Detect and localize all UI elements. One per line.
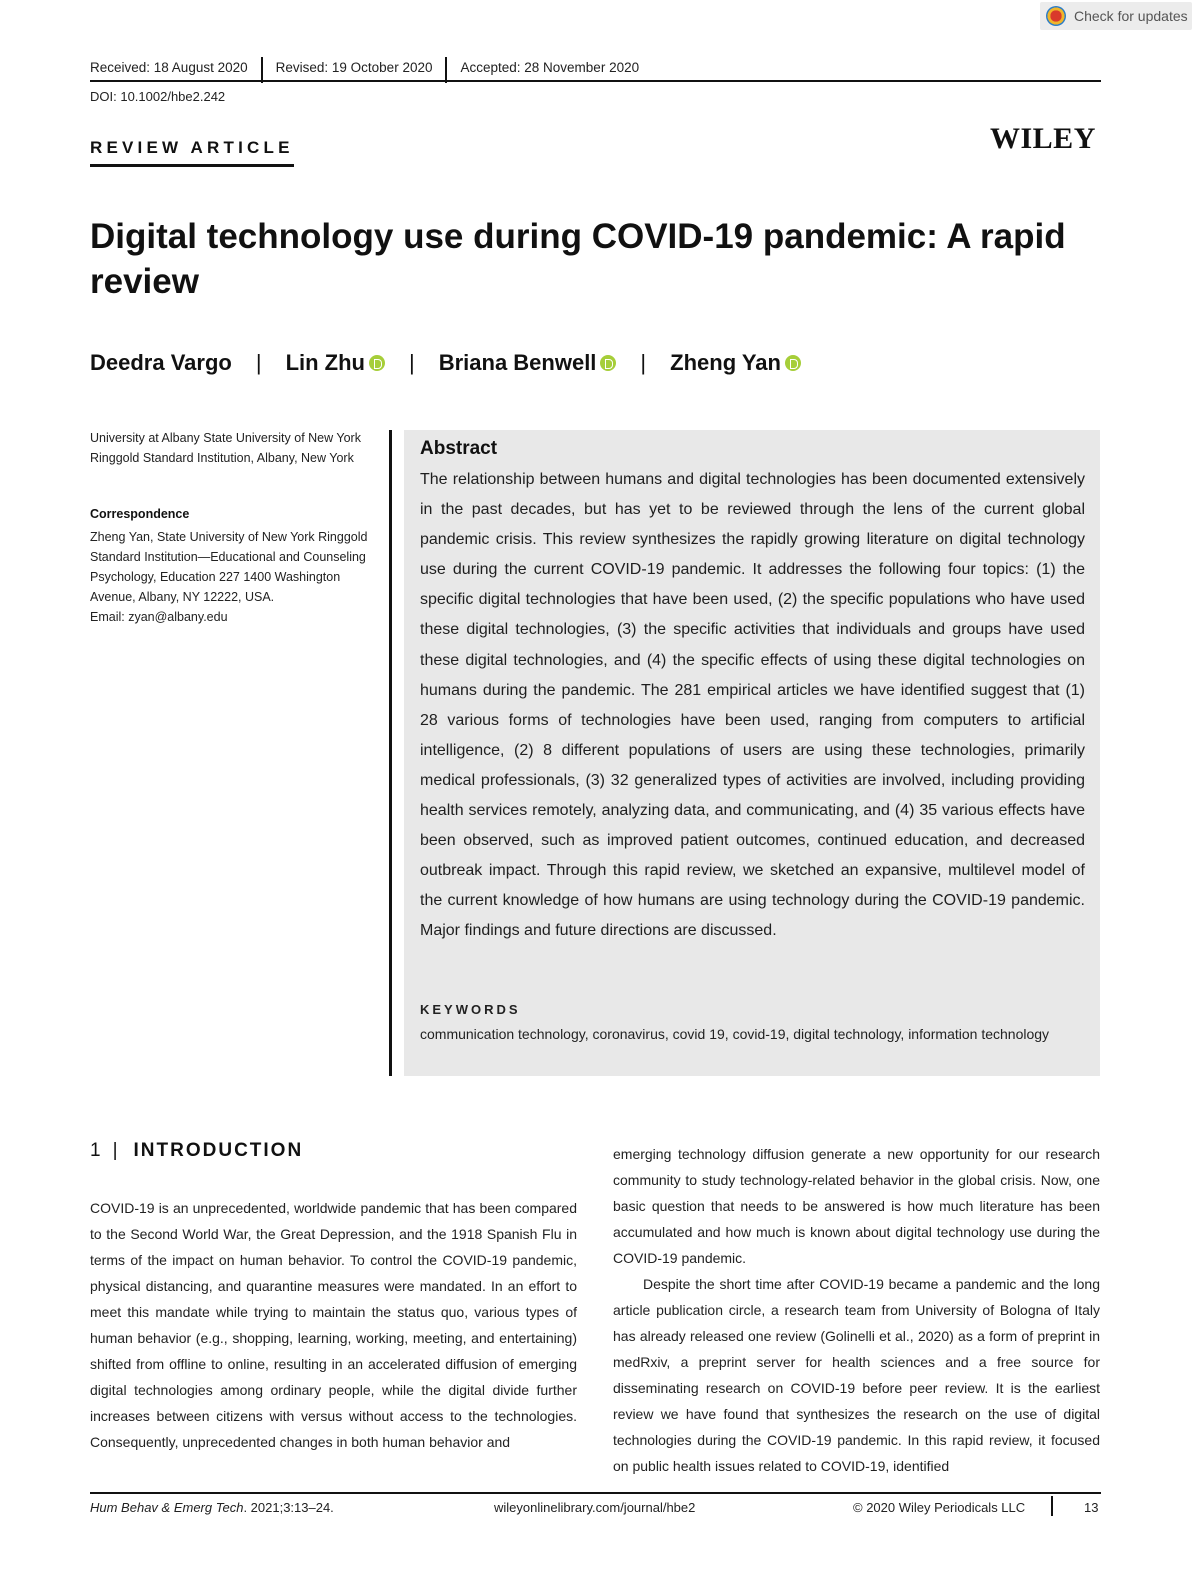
keywords: communication technology, coronavirus, covid 19, covid-19, digital technology, information technology <box>420 1026 1050 1042</box>
author-name: Deedra Vargo <box>90 350 232 375</box>
revised-date: Revised: 19 October 2020 <box>276 57 448 83</box>
body-column-left <box>90 1195 577 1455</box>
footer-rule <box>90 1492 1101 1494</box>
orcid-icon[interactable] <box>600 355 616 371</box>
section-title: INTRODUCTION <box>133 1140 304 1161</box>
orcid-icon[interactable] <box>785 355 801 371</box>
abstract-divider <box>389 430 392 1076</box>
check-for-updates-label: Check for updates <box>1074 8 1188 24</box>
author-name: Briana Benwell <box>438 350 597 375</box>
author-name: Lin Zhu <box>285 350 365 375</box>
author-separator: | <box>640 350 647 375</box>
journal-name: Hum Behav & Emerg Tech <box>90 1500 244 1515</box>
author-separator: | <box>408 350 415 375</box>
correspondence-heading: Correspondence <box>90 507 190 521</box>
paragraph: COVID-19 is an unprecedented, worldwide pandemic that has been compared to the Second World War, the Great Depression, and the 1918 Spanish Flu in terms of the impact on human behavior. To control the COVID-19 pandemic, physical distancing, and quarantine measures were mandated. In an effort to meet this mandate while trying to maintain the status quo, various types of human behavior (e.g., shopping, learning, working, meeting, and entertaining) shifted from offline to online, resulting in an accelerated diffusion of emerging digital technologies among ordinary people, while the digital divide further increases between citizens with versus without access to the technologies. Consequently, unprecedented changes in both human behavior and <box>90 1200 577 1450</box>
section-number: 1 <box>90 1140 101 1161</box>
received-date: Received: 18 August 2020 <box>90 57 263 83</box>
header-rule <box>90 80 1101 82</box>
publisher-logo: WILEY <box>990 122 1096 155</box>
copyright: © 2020 Wiley Periodicals LLC <box>853 1500 1026 1515</box>
author-separator: | <box>255 350 262 375</box>
correspondence-text: Zheng Yan, State University of New York Ringgold Standard Institution—Educational and Counseling Psychology, Education 227 1400 Washington Avenue, Albany, NY 12222, USA. <box>90 530 368 604</box>
footer-citation <box>90 1500 334 1515</box>
correspondence <box>90 527 385 627</box>
author-3[interactable] <box>439 350 617 376</box>
author-1[interactable] <box>90 350 232 376</box>
author-4[interactable] <box>670 350 801 376</box>
section-heading <box>90 1140 303 1162</box>
journal-url[interactable]: wileyonlinelibrary.com/journal/hbe2 <box>494 1500 696 1515</box>
paragraph: Despite the short time after COVID-19 became a pandemic and the long article publication circle, a research team from University of Bologna of Italy has already released one review (Golinelli et al., 2020) as a form of preprint in medRxiv, a preprint server for health sciences and a free source for disseminating research on COVID-19 before peer review. It is the earliest review we have found that synthesizes the research on the use of digital technologies during the COVID-19 pandemic. In this rapid review, it focused on public health issues related to COVID-19, identified <box>613 1276 1100 1474</box>
footer-separator <box>1051 1496 1053 1516</box>
author-list <box>90 350 801 376</box>
abstract-heading: Abstract <box>420 438 498 459</box>
affiliation: University at Albany State University of New York Ringgold Standard Institution, Albany, New York <box>90 431 361 465</box>
page-number: 13 <box>1084 1500 1099 1515</box>
author-2[interactable] <box>286 350 385 376</box>
author-name: Zheng Yan <box>670 350 781 375</box>
check-for-updates-button[interactable] <box>1040 2 1192 30</box>
correspondence-email[interactable]: Email: zyan@albany.edu <box>90 610 228 624</box>
paragraph: emerging technology diffusion generate a new opportunity for our research community to study technology-related behavior in the global crisis. Now, one basic question that needs to be answered is how much literature has been accumulated and how much is known about digital technology use during the COVID-19 pandemic. <box>613 1146 1100 1266</box>
abstract-text: The relationship between humans and digital technologies has been documented extensively in the past decades, but has yet to be reviewed through the lens of the current global pandemic crisis. This review synthesizes the rapidly growing literature on digital technology use during the current COVID-19 pandemic. It addresses the following four topics: (1) the specific digital technologies that have been used, (2) the specific populations who have used these digital technologies, (3) the specific activities that individuals and groups have used these digital technologies, and (4) the specific effects of using these digital technologies on humans during the pandemic. The 281 empirical articles we have identified suggest that (1) 28 various forms of technologies have been used, ranging from computers to artificial intelligence, (2) 8 different populations of users are using these technologies, primarily medical professionals, (3) 32 generalized types of activities are involved, including providing health services remotely, analyzing data, and communicating, and (4) 35 various effects have been observed, such as improved patient outcomes, continued education, and decreased outbreak impact. Through this rapid review, we sketched an expansive, multilevel model of the current knowledge of how humans are using technology during the COVID-19 pandemic. Major findings and future directions are discussed. <box>420 471 1085 940</box>
body-column-right <box>613 1141 1100 1479</box>
citation-details: . 2021;3:13–24. <box>243 1500 334 1515</box>
orcid-icon[interactable] <box>369 355 385 371</box>
article-title: Digital technology use during COVID-19 pandemic: A rapid review <box>90 217 1066 301</box>
accepted-date: Accepted: 28 November 2020 <box>460 60 640 75</box>
doi[interactable]: DOI: 10.1002/hbe2.242 <box>90 89 226 104</box>
section-separator: | <box>112 1140 118 1161</box>
crossmark-icon <box>1046 6 1066 26</box>
keywords-heading: KEYWORDS <box>420 1002 521 1017</box>
article-type: REVIEW ARTICLE <box>90 138 294 167</box>
